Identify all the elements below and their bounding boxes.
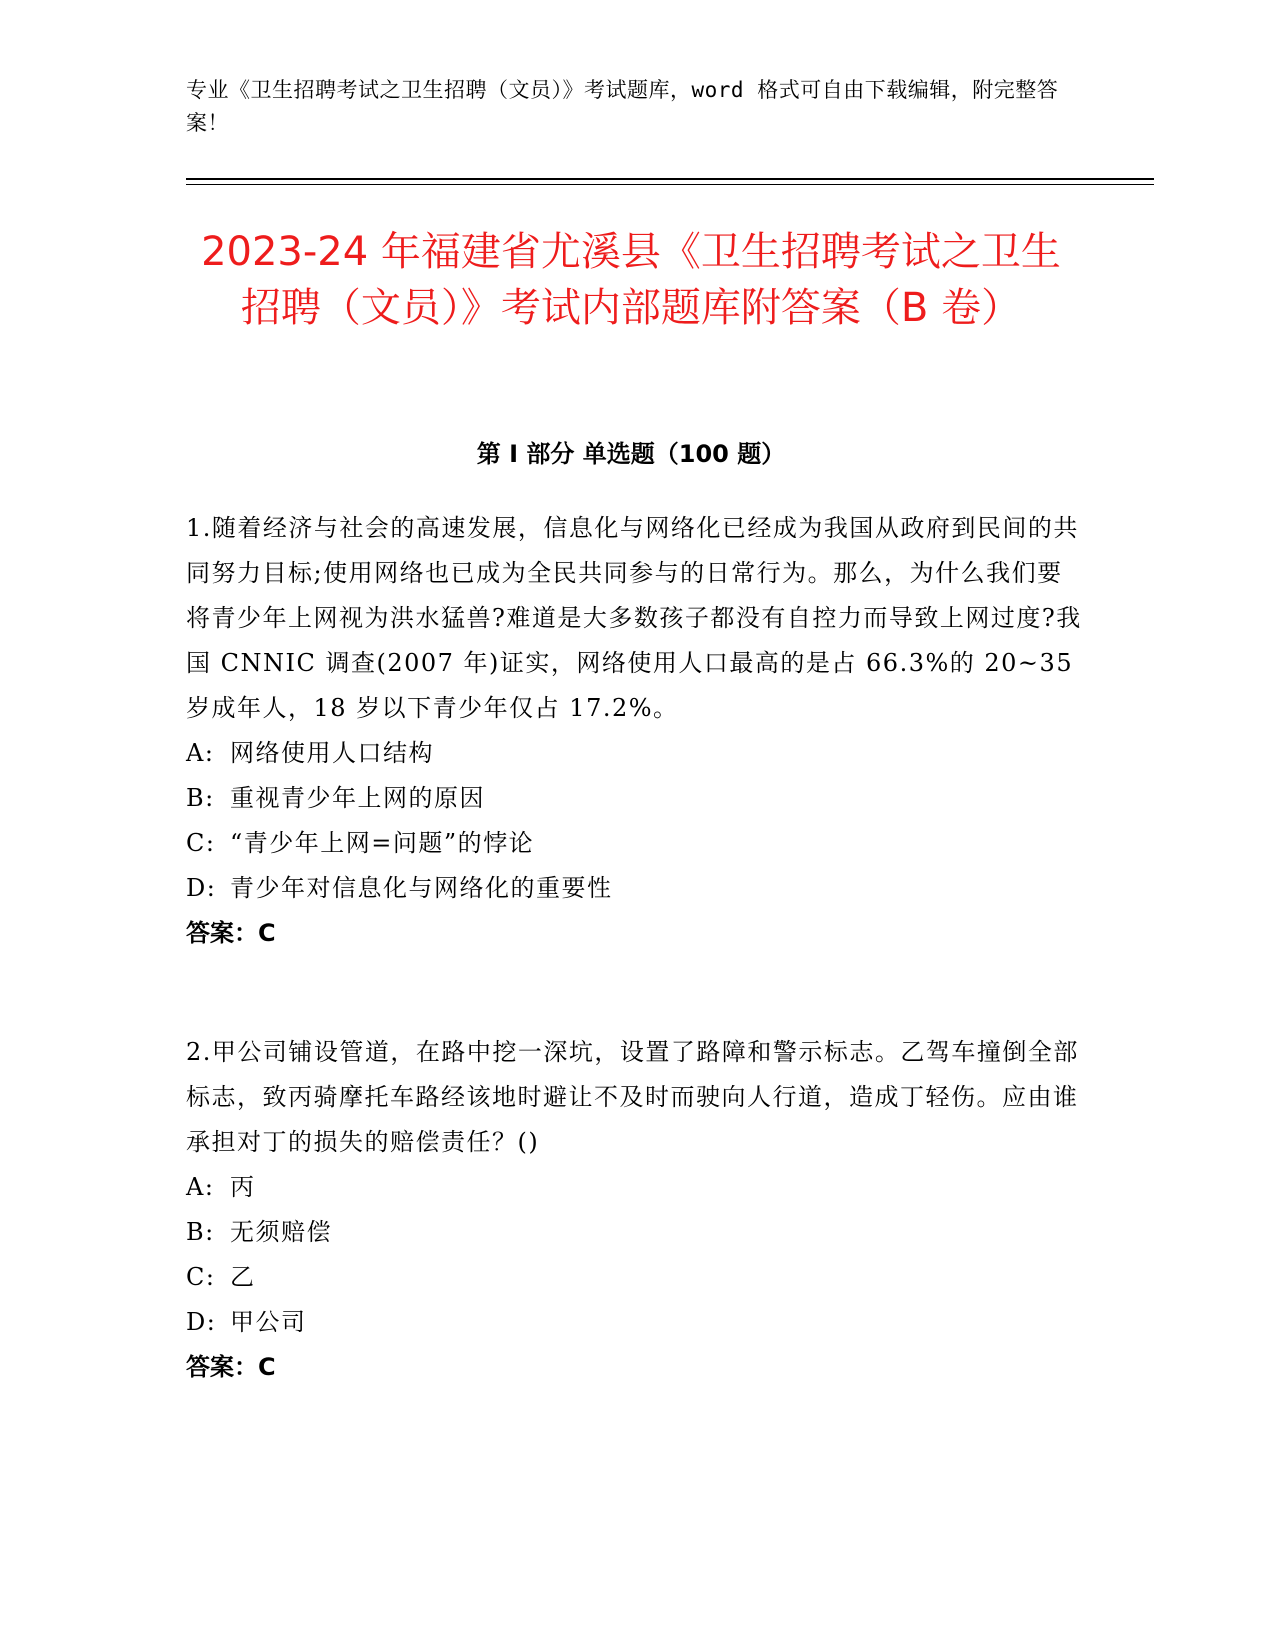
option-d <box>186 866 1086 911</box>
question-1 <box>186 506 1086 956</box>
question-text: 1.随着经济与社会的高速发展，信息化与网络化已经成为我国从政府到民间的共同努力目标;使用网络也已成为全民共同参与的日常行为。那么，为什么我们要将青少年上网视为洪水猛兽?难道是大多数孩子都没有自控力而导致上网过度?我国 CNNIC 调查(2007 年)证实，网络使用人口最高的是占 66.3%的 20~35 岁成年人，18 岁以下青少年仅占 17.2%。 <box>186 514 1082 722</box>
option-c <box>186 1255 1086 1300</box>
option-key: D: <box>186 874 217 902</box>
option-key: C: <box>186 1263 216 1291</box>
option-a <box>186 731 1086 776</box>
option-key: A: <box>186 1173 215 1201</box>
option-d <box>186 1300 1086 1345</box>
option-b <box>186 776 1086 821</box>
option-text: 网络使用人口结构 <box>230 739 434 767</box>
option-text: 重视青少年上网的原因 <box>230 784 485 812</box>
option-text: 无须赔偿 <box>230 1218 332 1246</box>
option-b <box>186 1210 1086 1255</box>
question-2 <box>186 1030 1086 1390</box>
option-a <box>186 1165 1086 1210</box>
option-key: D: <box>186 1308 217 1336</box>
header-rule-thin <box>186 184 1154 185</box>
option-text: 丙 <box>230 1173 256 1201</box>
option-text: 青少年对信息化与网络化的重要性 <box>230 874 613 902</box>
option-key: B: <box>186 784 215 812</box>
option-text: “青少年上网=问题”的悖论 <box>230 829 535 857</box>
option-text: 乙 <box>230 1263 256 1291</box>
header-rule-thick <box>186 178 1154 180</box>
option-key: B: <box>186 1218 215 1246</box>
section-title: 第 I 部分 单选题（100 题） <box>476 440 786 468</box>
option-text: 甲公司 <box>230 1308 307 1336</box>
question-text: 2.甲公司铺设管道，在路中挖一深坑，设置了路障和警示标志。乙驾车撞倒全部标志，致丙骑摩托车路经该地时避让不及时而驶向人行道，造成丁轻伤。应由谁承担对丁的损失的赔偿责任？() <box>186 1038 1079 1156</box>
option-key: A: <box>186 739 215 767</box>
document-title: 2023-24 年福建省尤溪县《卫生招聘考试之卫生招聘（文员）》考试内部题库附答案（B 卷） <box>201 229 1061 331</box>
answer: 答案：C <box>186 1353 276 1381</box>
option-c <box>186 821 1086 866</box>
answer: 答案：C <box>186 919 276 947</box>
option-key: C: <box>186 829 216 857</box>
header-note: 专业《卫生招聘考试之卫生招聘（文员）》考试题库，word 格式可自由下载编辑，附完整答案！ <box>186 78 1059 135</box>
